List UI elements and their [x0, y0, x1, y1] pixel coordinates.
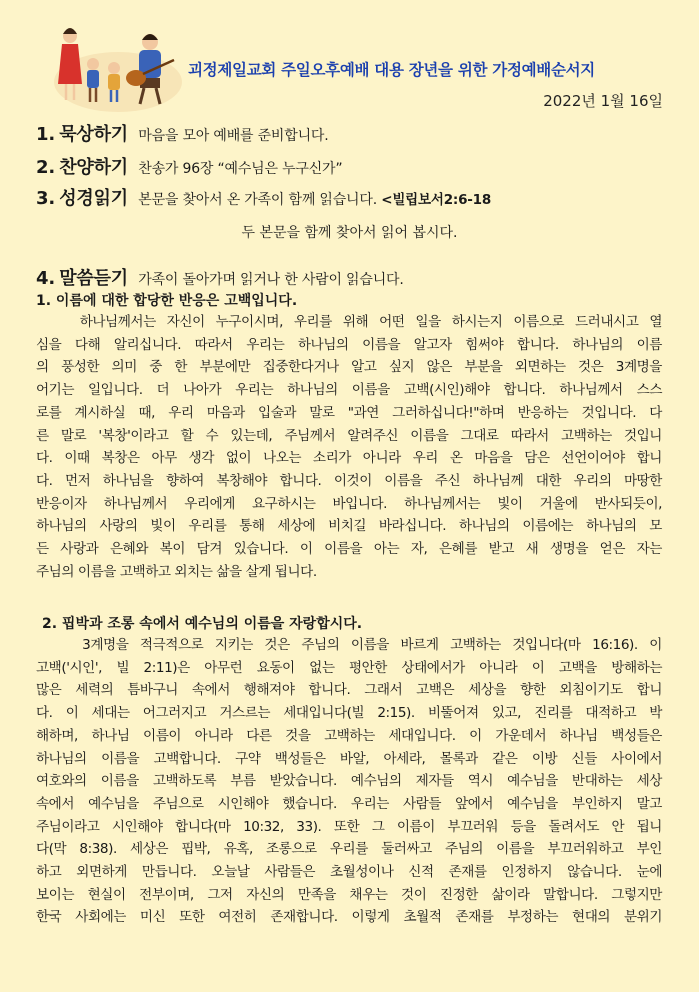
reading-note: 두 본문을 함께 찾아서 읽어 봅시다.: [241, 225, 458, 241]
guitar-icon: [126, 70, 146, 86]
body-line: 속에서 예수님을 주님으로 시인해야 했습니다. 우리는 사람들 앞에서 예수님을 부인하지 말고: [36, 795, 662, 812]
body-line: 로를 계시하실 때, 우리 마음과 입술과 말로 "과연 그러하십니다!"하며 반응하는 것입니다. 다: [36, 404, 662, 421]
order-item-1: 1. 묵상하기 마음을 모아 예배를 준비합니다.: [36, 124, 329, 145]
order-item-heading: 성경읽기: [59, 188, 128, 209]
body-line: 다. 이 세대는 어그러지고 거스르는 세대입니다(빌 2:15). 비뚤어져 있고, 진리를 대적하고 박: [36, 705, 662, 722]
service-date: 2022년 1월 16일: [543, 92, 663, 110]
body-line: 다. 이때 복창은 아무 생각 없이 나오는 소리가 아니라 우리 온 마음을 담은 선언이어야 합니: [36, 450, 662, 467]
body-line: 의 풍성한 의미 중 한 부분에만 집중한다거나 알고 싶지 않은 부분을 외면하는 것은 3계명을: [36, 359, 662, 376]
order-item-heading: 찬양하기: [59, 157, 128, 178]
order-item-text: 찬송가 96장 “예수님은 누구신가”: [138, 161, 343, 177]
order-item-text: 마음을 모아 예배를 준비합니다.: [138, 128, 329, 144]
body-line: 해하며, 하나님 이름이 아니라 다른 것을 고백하는 세대입니다. 이 가운데서 하나님 백성들은: [36, 727, 662, 744]
body-line: 주님의 이름을 고백하고 외치는 삶을 살게 됩니다.: [36, 563, 317, 580]
body-line: 하나님의 이름을 고백합니다. 구약 백성들은 바알, 아세라, 몰록과 같은 이방 신들 사이에서: [36, 750, 662, 767]
body-line: 어기는 일입니다. 더 나아가 우리는 하나님의 이름을 고백(시인)해야 합니다. 하나님께서 스스: [36, 382, 662, 399]
mother-dress: [58, 44, 82, 84]
body-line: 한국 사회에는 미신 또한 여전히 존재합니다. 이렇게 초월적 존재를 부정하는 현대의 분위기: [36, 909, 662, 926]
body-line: 하고 외면하게 만듭니다. 오늘날 사람들은 초월성이나 신적 존재를 인정하지 않습니다. 눈에: [36, 864, 662, 881]
body-line: 주님이라고 시인해야 합니다(마 10:32, 33). 또한 그 이름이 부끄러워 등을 돌려서도 안 됩니: [36, 818, 662, 835]
section-heading-1: 1. 이름에 대한 합당한 반응은 고백입니다.: [36, 293, 298, 309]
body-line: 여호와의 이름을 고백하도록 부름 받았습니다. 예수님의 제자들 역시 예수님을 반대하는 세상: [36, 773, 662, 790]
section-heading-2: 2. 핍박과 조롱 속에서 예수님의 이름을 자랑합시다.: [42, 616, 363, 632]
body-line: 보이는 현실이 전부이며, 그저 자신의 만족을 채우는 것이 진정한 삶이라 말합니다. 그렇지만: [36, 886, 662, 903]
page-title: 괴정제일교회 주일오후예배 대용 장년을 위한 가정예배순서지: [188, 61, 595, 79]
section-body-2: [36, 634, 662, 929]
section-body-1: [36, 311, 662, 583]
order-item-2: 2. 찬양하기 찬송가 96장 “예수님은 누구신가”: [36, 157, 343, 178]
body-line: 하나님의 사랑의 빛이 우리를 통해 세상에 비치길 바라십니다. 하나님의 이름에는 하나님의 모: [36, 518, 662, 535]
order-item-text: 가족이 돌아가며 읽거나 한 사람이 읽습니다.: [138, 272, 404, 288]
order-item-text: 본문을 찾아서 온 가족이 함께 읽습니다.: [138, 192, 377, 208]
order-item-heading: 묵상하기: [59, 124, 128, 145]
order-item-4: 4. 말씀듣기 가족이 돌아가며 읽거나 한 사람이 읽습니다.: [36, 268, 404, 289]
body-line: 많은 세력의 틈바구니 속에서 행해져야 합니다. 그래서 고백은 세상을 향한 외침이기도 합니: [36, 682, 662, 699]
body-line: 른 말로 '복창'이라고 할 수 있는데, 주님께서 알려주신 이름을 그대로 따라서 고백하는 것입니: [36, 427, 662, 444]
order-item-3: 3. 성경읽기 본문을 찾아서 온 가족이 함께 읽습니다. <빌립보서2:6-18: [36, 188, 492, 209]
family-worship-illustration: [48, 22, 183, 112]
order-item-heading: 말씀듣기: [59, 268, 128, 289]
body-line: 든 사랑과 은혜와 복이 담겨 있습니다. 이 이름을 아는 자, 은혜를 받고 새 생명을 얻은 자는: [36, 541, 662, 558]
body-line: 하나님께서는 자신이 누구이시며, 우리를 위해 어떤 일을 하시는지 이름으로 드러내시고 열: [36, 314, 662, 330]
body-line: 3계명을 적극적으로 지키는 것은 주님의 이름을 바르게 고백하는 것입니다(마 16:16). 이: [36, 637, 662, 653]
body-line: 반응이자 하나님께서 우리에게 요구하시는 바입니다. 하나님께서는 빛이 거울에 반사되듯이,: [36, 495, 662, 512]
body-line: 다. 먼저 하나님을 향하여 복창해야 합니다. 이것이 이름을 주신 하나님께 대한 우리의 마땅한: [36, 472, 662, 489]
body-line: 심을 다해 알리십니다. 따라서 우리는 하나님의 이름을 알고자 힘써야 합니다. 하나님의 이름: [36, 336, 662, 353]
body-line: 다(막 8:38). 세상은 핍박, 유혹, 조롱으로 우리를 둘러싸고 주님의 이름을 부끄러워하고 부인: [36, 841, 662, 858]
scripture-reference: <빌립보서2:6-18: [381, 192, 492, 208]
body-line: 고백('시인', 빌 2:11)은 아무런 요동이 없는 평안한 상태에서가 아니라 이 고백을 방해하는: [36, 659, 662, 676]
